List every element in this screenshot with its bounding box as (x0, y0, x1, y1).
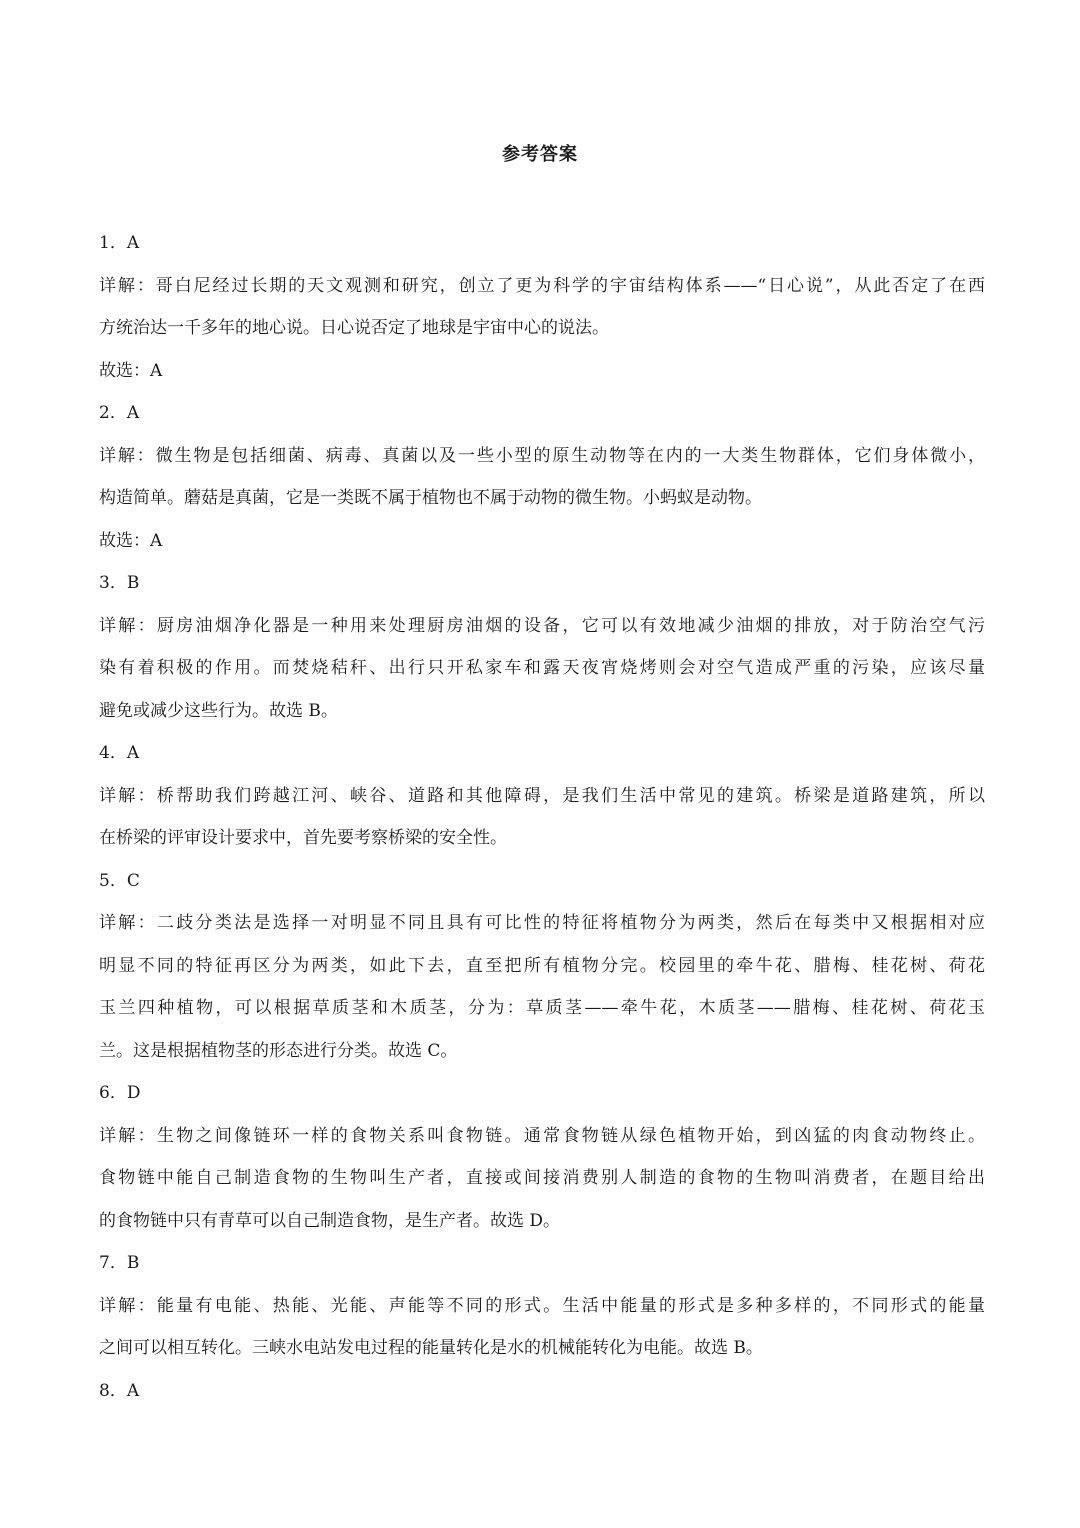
answer-list (99, 222, 985, 1412)
answer-number: 1．A (99, 233, 140, 253)
explanation-line: 方统治达一千多年的地心说。日心说否定了地球是宇宙中心的说法。 (99, 318, 609, 338)
explanation-line: 详解：能量有电能、热能、光能、声能等不同的形式。生活中能量的形式是多种多样的，不同形式的能量 (99, 1295, 985, 1316)
explanation-line: 兰。这是根据植物茎的形态进行分类。故选 C。 (99, 1040, 458, 1061)
answer-choice: 故选：A (99, 530, 163, 551)
answer-number: 3．B (99, 573, 140, 593)
explanation-line: 详解：二歧分类法是选择一对明显不同且具有可比性的特征将植物分为两类，然后在每类中又根据相对应 (99, 913, 985, 933)
explanation-line: 之间可以相互转化。三峡水电站发电过程的能量转化是水的机械能转化为电能。故选 B。 (99, 1338, 763, 1358)
explanation-line: 在桥梁的评审设计要求中，首先要考察桥梁的安全性。 (99, 828, 507, 848)
explanation-line: 避免或减少这些行为。故选 B。 (99, 700, 338, 721)
explanation-line: 详解：厨房油烟净化器是一种用来处理厨房油烟的设备，它可以有效地减少油烟的排放，对于防治空气污 (99, 615, 985, 636)
answer-number: 5．C (99, 870, 140, 891)
page-title: 参考答案 (502, 144, 578, 165)
explanation-line: 食物链中能自己制造食物的生物叫生产者，直接或间接消费别人制造的食物的生物叫消费者，在题目给出 (99, 1168, 985, 1188)
answer-number: 6．D (99, 1083, 141, 1103)
explanation-line: 详解：微生物是包括细菌、病毒、真菌以及一些小型的原生动物等在内的一大类生物群体，它们身体微小， (99, 445, 985, 466)
explanation-line: 构造简单。蘑菇是真菌，它是一类既不属于植物也不属于动物的微生物。小蚂蚁是动物。 (99, 488, 762, 508)
answer-number: 4．A (99, 743, 140, 763)
explanation-line: 详解：桥帮助我们跨越江河、峡谷、道路和其他障碍，是我们生活中常见的建筑。桥梁是道路建筑，所以 (99, 785, 985, 806)
explanation-line: 染有着积极的作用。而焚烧秸秆、出行只开私家车和露天夜宵烧烤则会对空气造成严重的污染，应该尽量 (99, 658, 985, 678)
answer-choice: 故选：A (99, 360, 163, 381)
explanation-line: 明显不同的特征再区分为两类，如此下去，直至把所有植物分完。校园里的牵牛花、腊梅、桂花树、荷花 (99, 955, 985, 976)
answer-number: 7．B (99, 1253, 140, 1273)
explanation-line: 详解：生物之间像链环一样的食物关系叫食物链。通常食物链从绿色植物开始，到凶猛的肉食动物终止。 (99, 1125, 985, 1146)
answer-number: 8．A (99, 1380, 140, 1401)
explanation-line: 玉兰四种植物，可以根据草质茎和木质茎，分为：草质茎——牵牛花，木质茎——腊梅、桂花树、荷花玉 (99, 998, 985, 1018)
explanation-line: 的食物链中只有青草可以自己制造食物，是生产者。故选 D。 (99, 1210, 561, 1231)
explanation-line: 详解：哥白尼经过长期的天文观测和研究，创立了更为科学的宇宙结构体系——“日心说”，从此否定了在西 (99, 275, 985, 296)
answer-number: 2．A (99, 403, 140, 423)
